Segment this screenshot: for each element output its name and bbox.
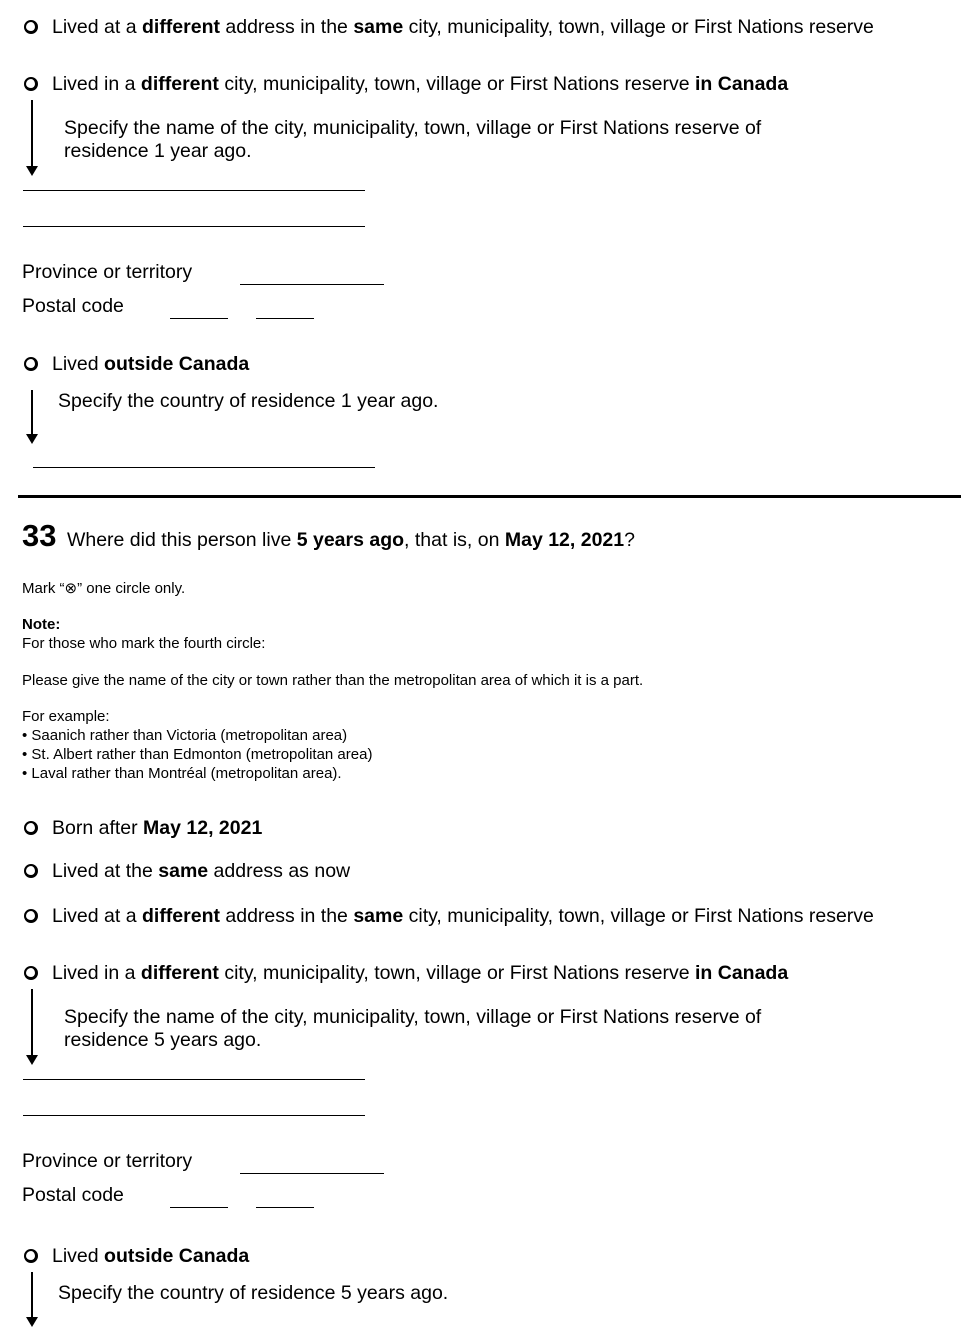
note-detail: Please give the name of the city or town rather than the metropolitan area of which it is a part. [22,672,644,689]
note-block: Note: For those who mark the fourth circle: [22,616,266,652]
mark-instruction: Mark “⊗” one circle only. [22,580,186,597]
example-item: • St. Albert rather than Edmonton (metropolitan area) [22,746,373,763]
arrow-down-icon [26,390,38,448]
specify-city-instruction: Specify the name of the city, municipality, town, village or First Nations reserve of residence 1 year ago. [64,117,762,162]
option-different-city-5yr[interactable]: Lived in a different city, municipality, town, village or First Nations reserve in Canada [24,962,788,985]
radio-circle-icon[interactable] [24,357,38,371]
arrow-down-icon [26,100,38,176]
postal-code-label-5yr: Postal code [22,1184,124,1206]
postal-code-input-2-5yr[interactable] [256,1207,314,1208]
city-input-line-2[interactable] [23,226,365,227]
option-outside-canada-5yr[interactable]: Lived outside Canada [24,1245,249,1268]
radio-circle-icon[interactable] [24,1249,38,1263]
radio-circle-icon[interactable] [24,966,38,980]
postal-code-input-2[interactable] [256,318,314,319]
example-item: • Laval rather than Montréal (metropolitan area). [22,765,342,782]
question-text: Where did this person live 5 years ago, that is, on May 12, 2021? [66,529,635,551]
province-input-5yr[interactable] [240,1173,384,1174]
specify-country-instruction: Specify the country of residence 1 year ago. [58,390,439,412]
radio-circle-icon[interactable] [24,20,38,34]
arrow-down-icon [26,1272,38,1329]
city-input-line-1[interactable] [23,190,365,191]
radio-circle-icon[interactable] [24,821,38,835]
option-outside-canada-1yr[interactable]: Lived outside Canada [24,353,249,376]
city-input-line-2-5yr[interactable] [23,1115,365,1116]
city-input-line-1-5yr[interactable] [23,1079,365,1080]
province-label-5yr: Province or territory [22,1150,193,1172]
option-same-address[interactable]: Lived at the same address as now [24,860,350,883]
option-different-city-1yr[interactable]: Lived in a different city, municipality, town, village or First Nations reserve in Canada [24,73,788,96]
arrow-down-icon [26,989,38,1065]
province-input[interactable] [240,284,384,285]
section-divider [18,495,961,498]
option-born-after[interactable]: Born after May 12, 2021 [24,817,262,840]
postal-code-input-1[interactable] [170,318,228,319]
option-different-address-5yr[interactable]: Lived at a different address in the same city, municipality, town, village or First Nations reserve [24,905,874,928]
question-number: 33 [22,518,57,553]
province-label: Province or territory [22,261,193,283]
postal-code-label: Postal code [22,295,124,317]
radio-circle-icon[interactable] [24,909,38,923]
radio-circle-icon[interactable] [24,77,38,91]
specify-country-instruction-5yr: Specify the country of residence 5 years ago. [58,1282,449,1304]
question-33-heading [22,518,635,554]
country-input-1yr[interactable] [33,467,375,468]
option-different-address-1yr[interactable]: Lived at a different address in the same city, municipality, town, village or First Nations reserve [24,16,874,39]
examples-block: For example: • Saanich rather than Victoria (metropolitan area) • St. Albert rather than Edmonton (metropolitan area) • Laval rather than Montréal (metropolitan area). [22,708,373,782]
radio-circle-icon[interactable] [24,864,38,878]
example-item: • Saanich rather than Victoria (metropolitan area) [22,727,348,744]
specify-city-instruction-5yr: Specify the name of the city, municipality, town, village or First Nations reserve of residence 5 years ago. [64,1006,762,1051]
postal-code-input-1-5yr[interactable] [170,1207,228,1208]
